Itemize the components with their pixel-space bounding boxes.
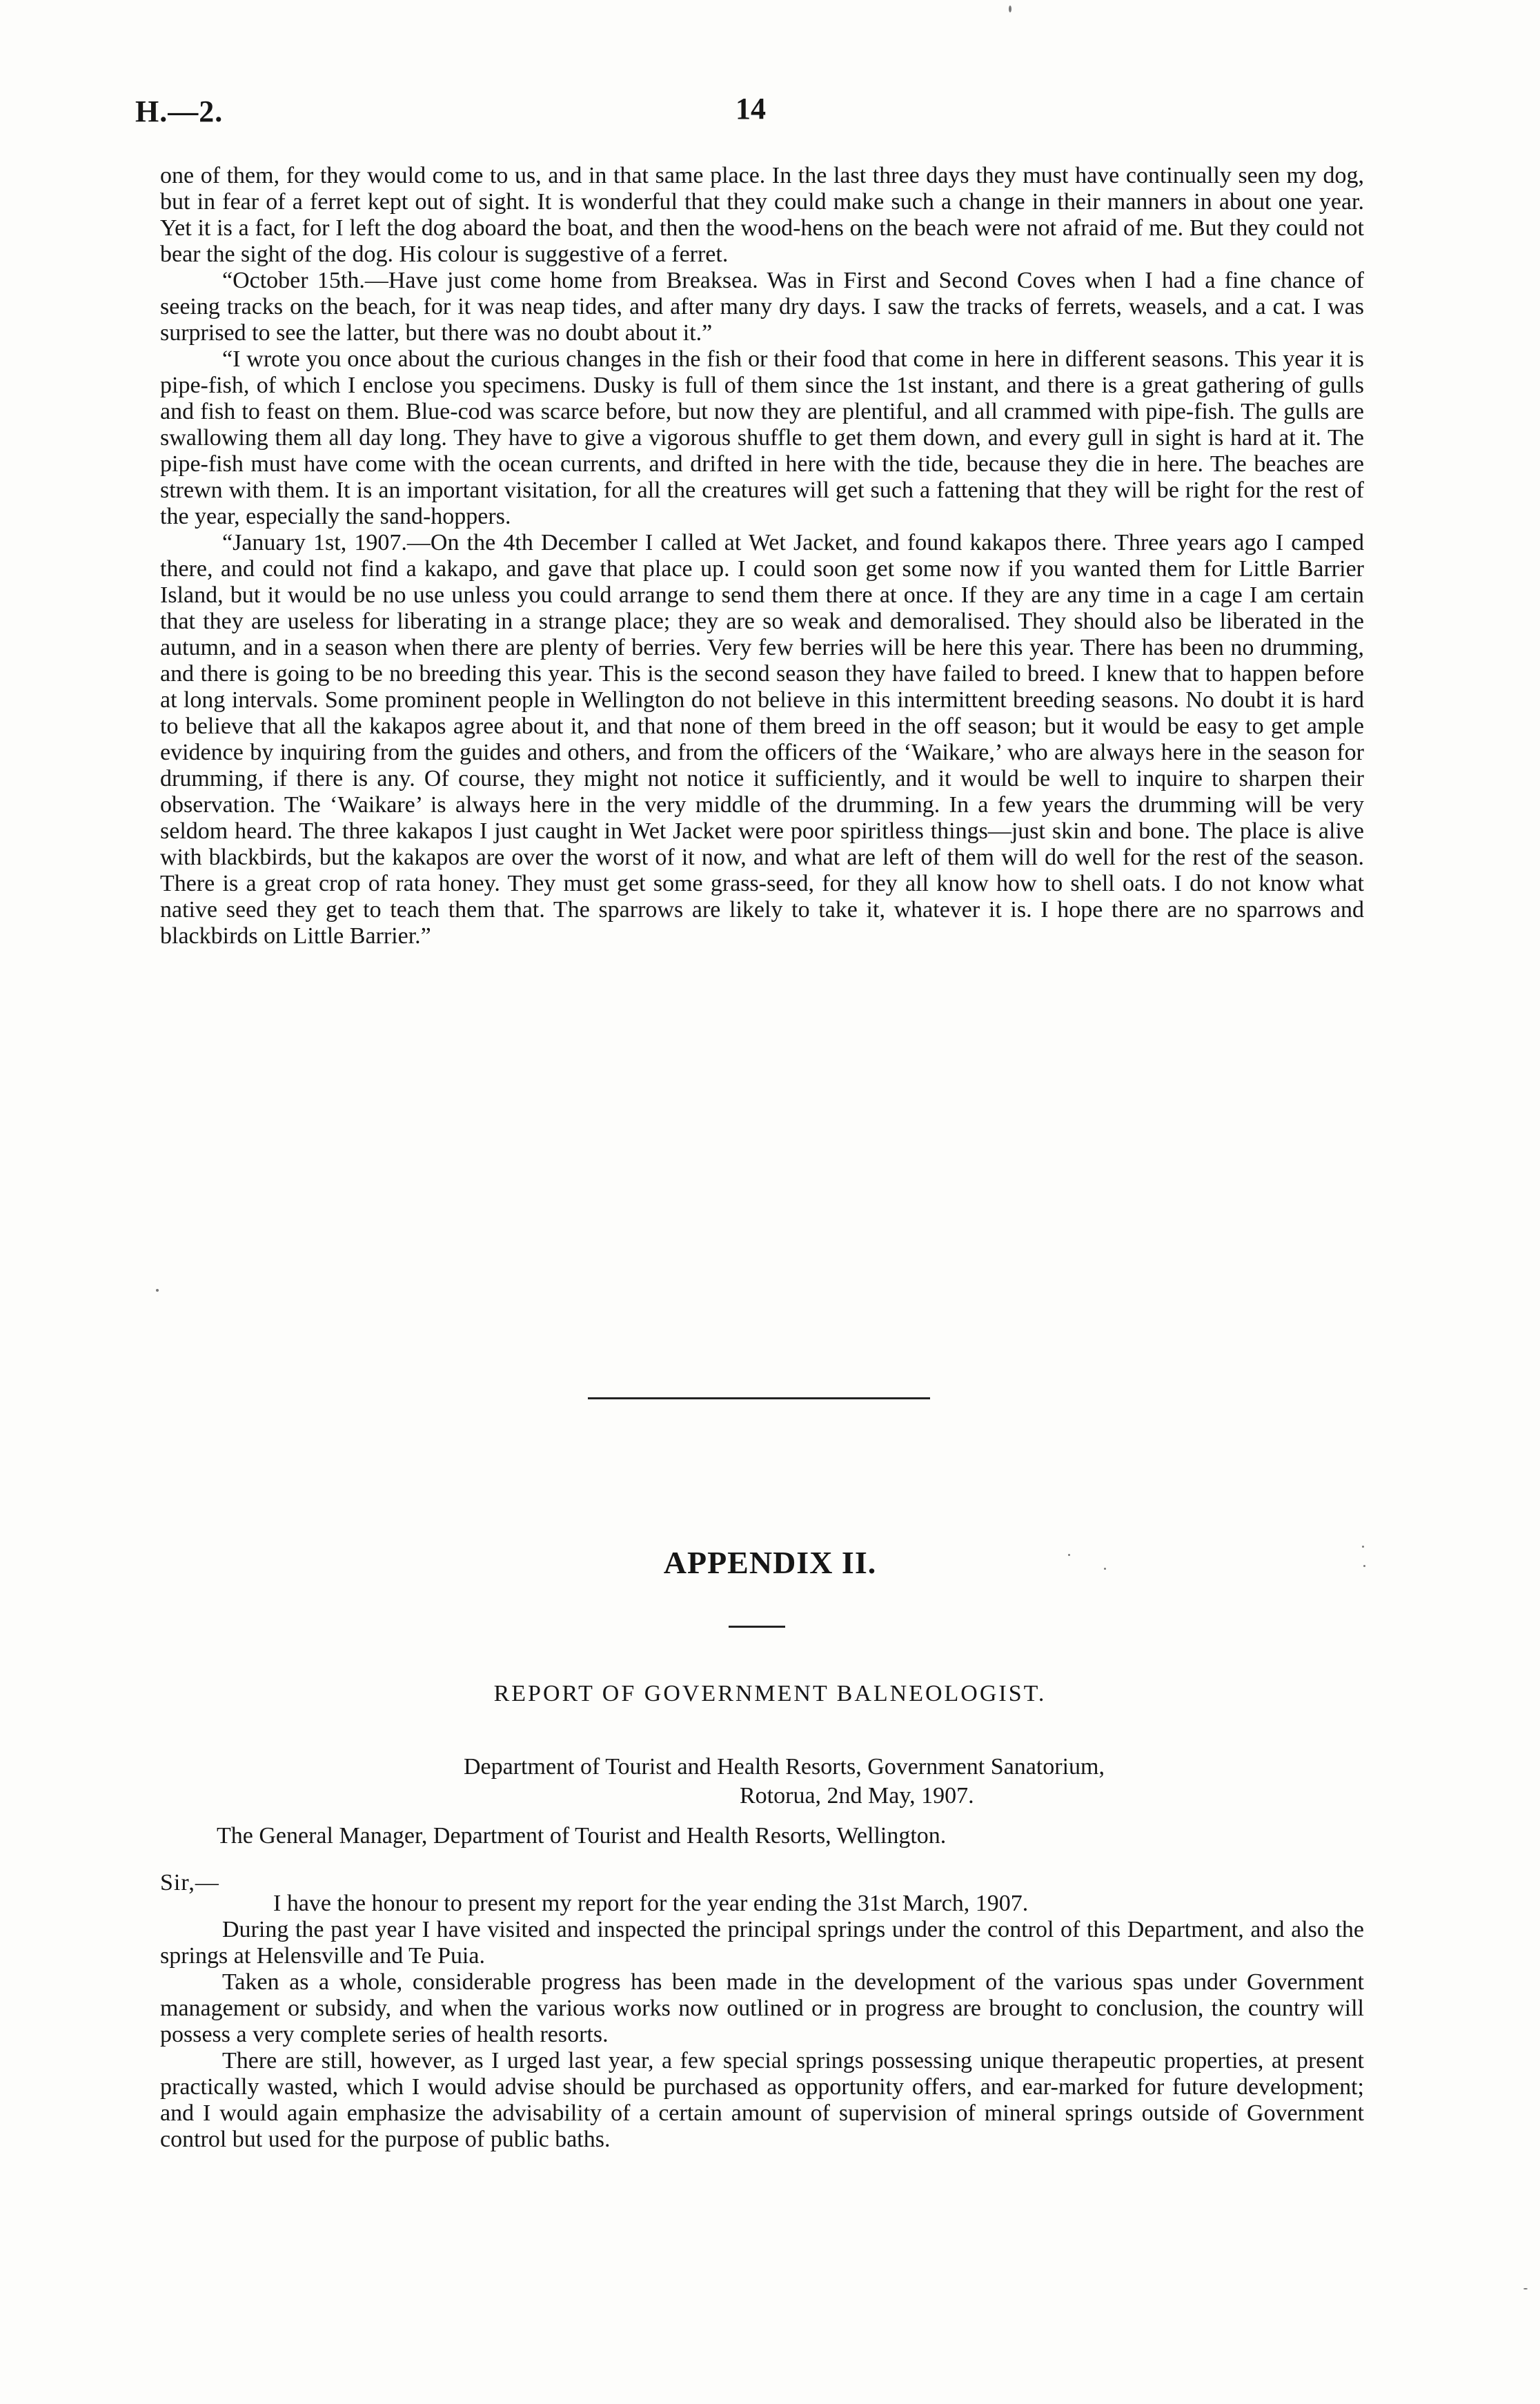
paper-speck xyxy=(1068,1554,1070,1556)
report-body xyxy=(160,1891,1364,2153)
report-title: REPORT OF GOVERNMENT BALNEOLOGIST. xyxy=(493,1681,1047,1706)
page-number: 14 xyxy=(736,92,766,126)
letter-origin xyxy=(464,1753,1361,1811)
heading-rule xyxy=(729,1626,785,1628)
paper-speck xyxy=(1104,1568,1106,1570)
paper-speck xyxy=(1363,1565,1365,1567)
origin-line-2: Rotorua, 2nd May, 1907. xyxy=(740,1783,974,1809)
paragraph: Taken as a whole, considerable progress has been made in the development of the various spas under Government management or subsidy, and when the various works now outlined or in progress are brought to conclusion, the country will possess a very complete series of health resorts. xyxy=(160,1969,1364,2047)
paragraph: one of them, for they would come to us, and in that same place. In the last three days they must have continually seen my dog, but in fear of a ferret kept out of sight. It is wonderful that they could make such a change in their manners in about one year. Yet it is a fact, for I left the dog aboard the boat, and then the wood-hens on the beach were not afraid of me. But they could not bear the sight of the dog. His colour is suggestive of a ferret. xyxy=(160,163,1364,267)
paragraph: “I wrote you once about the curious changes in the fish or their food that come in here in different seasons. This year it is pipe-fish, of which I enclose you specimens. Dusky is full of them since the 1st instant, and there is a great gathering of gulls and fish to feast on them. Blue-cod was scarce before, but now they are plentiful, and all crammed with pipe-fish. The gulls are swallowing them all day long. They have to give a vigorous shuffle to get them down, and every gull in sight is hard at it. The pipe-fish must have come with the ocean currents, and drifted in here with the tide, because they die in here. The beaches are strewn with them. It is an important visitation, for all the creatures will get such a fattening that they will be right for the rest of the year, especially the sand-hoppers. xyxy=(160,346,1364,529)
paper-speck xyxy=(1523,2288,1528,2289)
salutation: Sir,— xyxy=(160,1870,219,1895)
paper-speck xyxy=(156,1289,159,1292)
series-reference: H.—2. xyxy=(135,95,224,128)
paragraph: I have the honour to present my report for the year ending the 31st March, 1907. xyxy=(273,1891,1029,1916)
paragraph: There are still, however, as I urged last year, a few special springs possessing unique therapeutic properties, at present practically wasted, which I would advise should be purchased as opportunity offers, and ear-marked for future development; and I would again emphasize the advisability of a certain amount of supervision of mineral springs outside of Government control but used for the purpose of public baths. xyxy=(160,2048,1364,2152)
origin-line-1: Department of Tourist and Health Resorts, Government Sanatorium, xyxy=(464,1754,1105,1780)
paper-speck xyxy=(1362,1546,1364,1548)
paragraph: “October 15th.—Have just come home from Breaksea. Was in First and Second Coves when I had a fine chance of seeing tracks on the beach, for it was neap tides, and after many dry days. I saw the tracks of ferrets, weasels, and a cat. I was surprised to see the latter, but there was no doubt about it.” xyxy=(160,268,1364,346)
paragraph: “January 1st, 1907.—On the 4th December I called at Wet Jacket, and found kakapos there. Three years ago I camped there, and could not find a kakapo, and gave that place up. I could soon get some now if you wanted them for Little Barrier Island, but it would be no use unless you could arrange to send them there at once. If they are any time in a cage I am certain that they are useless for liberating in a strange place; they are so weak and demoralised. They should also be liberated in the autumn, and in a season when there are plenty of berries. Very few berries will be here this year. There has been no drumming, and there is going to be no breeding this year. This is the second season they have failed to breed. I knew that to happen before at long intervals. Some prominent people in Wellington do not believe in this intermittent breeding seasons. No doubt it is hard to believe that all the kakapos agree about it, and that none of them breed in the off season; but it would be easy to get ample evidence by inquiring from the guides and others, and from the officers of the ‘Waikare,’ who are always here in the season for drumming, if there is any. Of course, they might not notice it sufficiently, and it would be well to inquire to sharpen their observation. The ‘Waikare’ is always here in the very middle of the drumming. In a few years the drumming will be very seldom heard. The three kakapos I just caught in Wet Jacket were poor spiritless things—just skin and bone. The place is alive with blackbirds, but the kakapos are over the worst of it now, and what are left of them will do well for the rest of the season. There is a great crop of rata honey. They must get some grass-seed, for they all know how to shell oats. I do not know what native seed they get to teach them that. The sparrows are likely to take it, whatever it is. I hope there are no sparrows and blackbirds on Little Barrier.” xyxy=(160,530,1364,949)
section-divider xyxy=(588,1397,930,1399)
paper-speck xyxy=(1009,6,1011,12)
continued-letter-text xyxy=(160,163,1364,949)
appendix-heading: APPENDIX II. xyxy=(663,1545,877,1580)
addressee: The General Manager, Department of Tourist and Health Resorts, Wellington. xyxy=(217,1823,947,1849)
paragraph: During the past year I have visited and inspected the principal springs under the control of this Department, and also the springs at Helensville and Te Puia. xyxy=(160,1917,1364,1969)
